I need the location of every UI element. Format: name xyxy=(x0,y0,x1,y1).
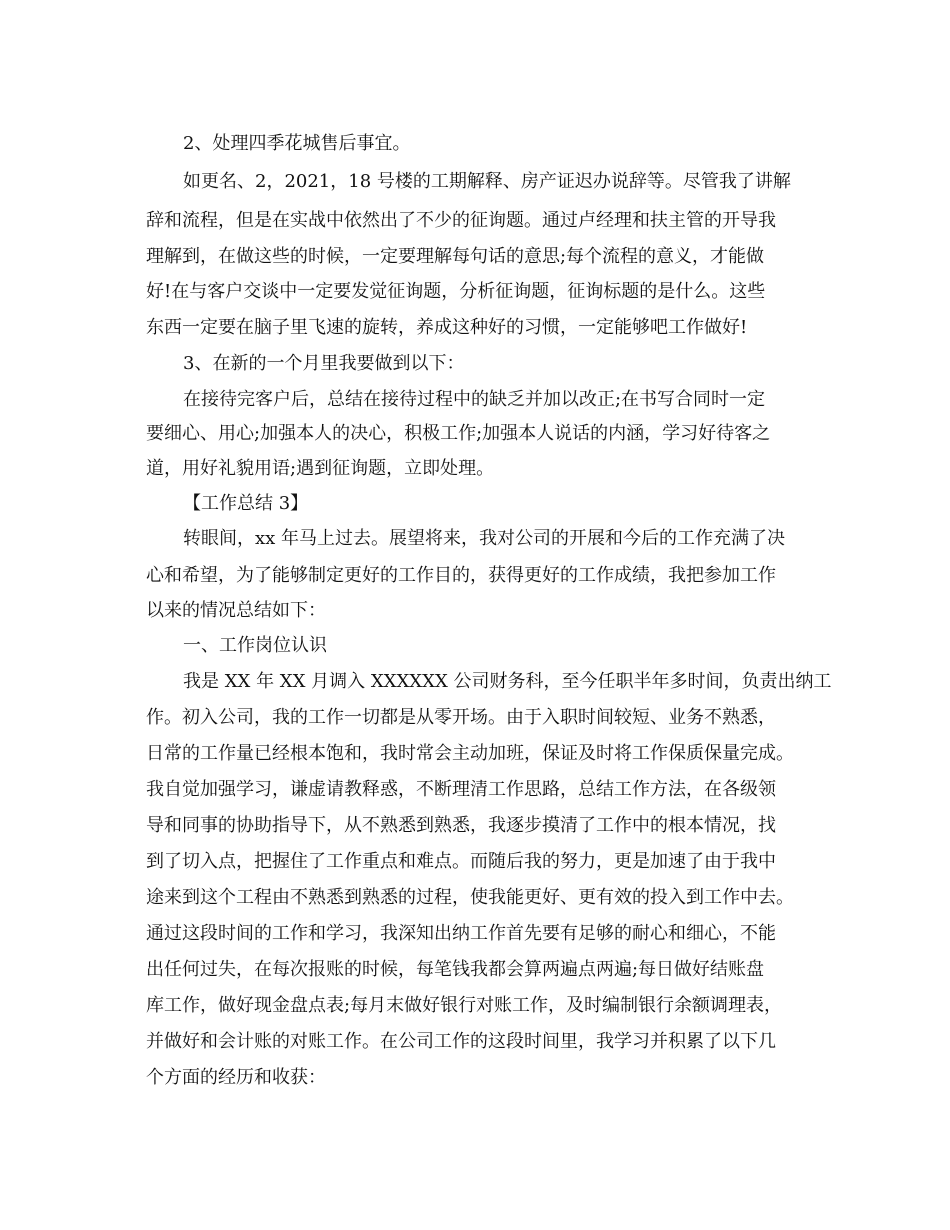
paragraph-line: 并做好和会计账的对账工作。在公司工作的这段时间里，我学习并积累了以下几 xyxy=(146,1031,776,1052)
paragraph-line: 在接待完客户后，总结在接待过程中的缺乏并加以改正;在书写合同时一定 xyxy=(183,389,766,410)
section-title: 【工作总结 3】 xyxy=(183,493,309,514)
paragraph-line: 以来的情况总结如下： xyxy=(146,600,326,621)
paragraph-line: 到了切入点，把握住了工作重点和难点。而随后我的努力，更是加速了由于我中 xyxy=(146,851,776,872)
paragraph-line: 辞和流程，但是在实战中依然出了不少的征询题。通过卢经理和扶主管的开导我 xyxy=(146,210,776,231)
paragraph-line: 日常的工作量已经根本饱和，我时常会主动加班，保证及时将工作保质保量完成。 xyxy=(146,743,794,764)
paragraph-line: 如更名、2，2021，18 号楼的工期解释、房产证迟办说辞等。尽管我了讲解 xyxy=(183,171,791,192)
paragraph-line: 出任何过失，在每次报账的时候，每笔钱我都会算两遍点两遍;每日做好结账盘 xyxy=(146,959,765,980)
paragraph-line: 道，用好礼貌用语;遇到征询题，立即处理。 xyxy=(146,458,495,479)
paragraph-line: 作。初入公司，我的工作一切都是从零开场。由于入职时间较短、业务不熟悉， xyxy=(146,707,776,728)
paragraph-line: 我自觉加强学习，谦虚请教释惑，不断理清工作思路，总结工作方法，在各级领 xyxy=(146,779,776,800)
section-item-heading: 3、在新的一个月里我要做到以下： xyxy=(183,353,465,374)
paragraph-line: 东西一定要在脑子里飞速的旋转，养成这种好的习惯，一定能够吧工作做好! xyxy=(146,317,748,338)
paragraph-line: 途来到这个工程由不熟悉到熟悉的过程，使我能更好、更有效的投入到工作中去。 xyxy=(146,887,794,908)
subsection-heading: 一、工作岗位认识 xyxy=(183,635,327,656)
paragraph-line: 要细心、用心;加强本人的决心，积极工作;加强本人说话的内涵，学习好待客之 xyxy=(146,423,771,444)
paragraph-line: 通过这段时间的工作和学习，我深知出纳工作首先要有足够的耐心和细心，不能 xyxy=(146,923,776,944)
paragraph-line: 我是 XX 年 XX 月调入 XXXXXX 公司财务科，至今任职半年多时间，负责出纳工 xyxy=(183,671,832,692)
paragraph-line: 心和希望，为了能够制定更好的工作目的，获得更好的工作成绩，我把参加工作 xyxy=(146,565,776,586)
section-item-heading: 2、处理四季花城售后事宜。 xyxy=(183,133,411,154)
paragraph-line: 个方面的经历和收获： xyxy=(146,1067,326,1088)
paragraph-line: 导和同事的协助指导下，从不熟悉到熟悉，我逐步摸清了工作中的根本情况，找 xyxy=(146,815,776,836)
paragraph-line: 转眼间，xx 年马上过去。展望将来，我对公司的开展和今后的工作充满了决 xyxy=(183,528,786,549)
paragraph-line: 库工作，做好现金盘点表;每月末做好银行对账工作，及时编制银行余额调理表， xyxy=(146,995,783,1016)
paragraph-line: 理解到，在做这些的时候，一定要理解每句话的意思;每个流程的意义，才能做 xyxy=(146,246,765,267)
paragraph-line: 好!在与客户交谈中一定要发觉征询题，分析征询题，征询标题的是什么。这些 xyxy=(146,281,766,302)
